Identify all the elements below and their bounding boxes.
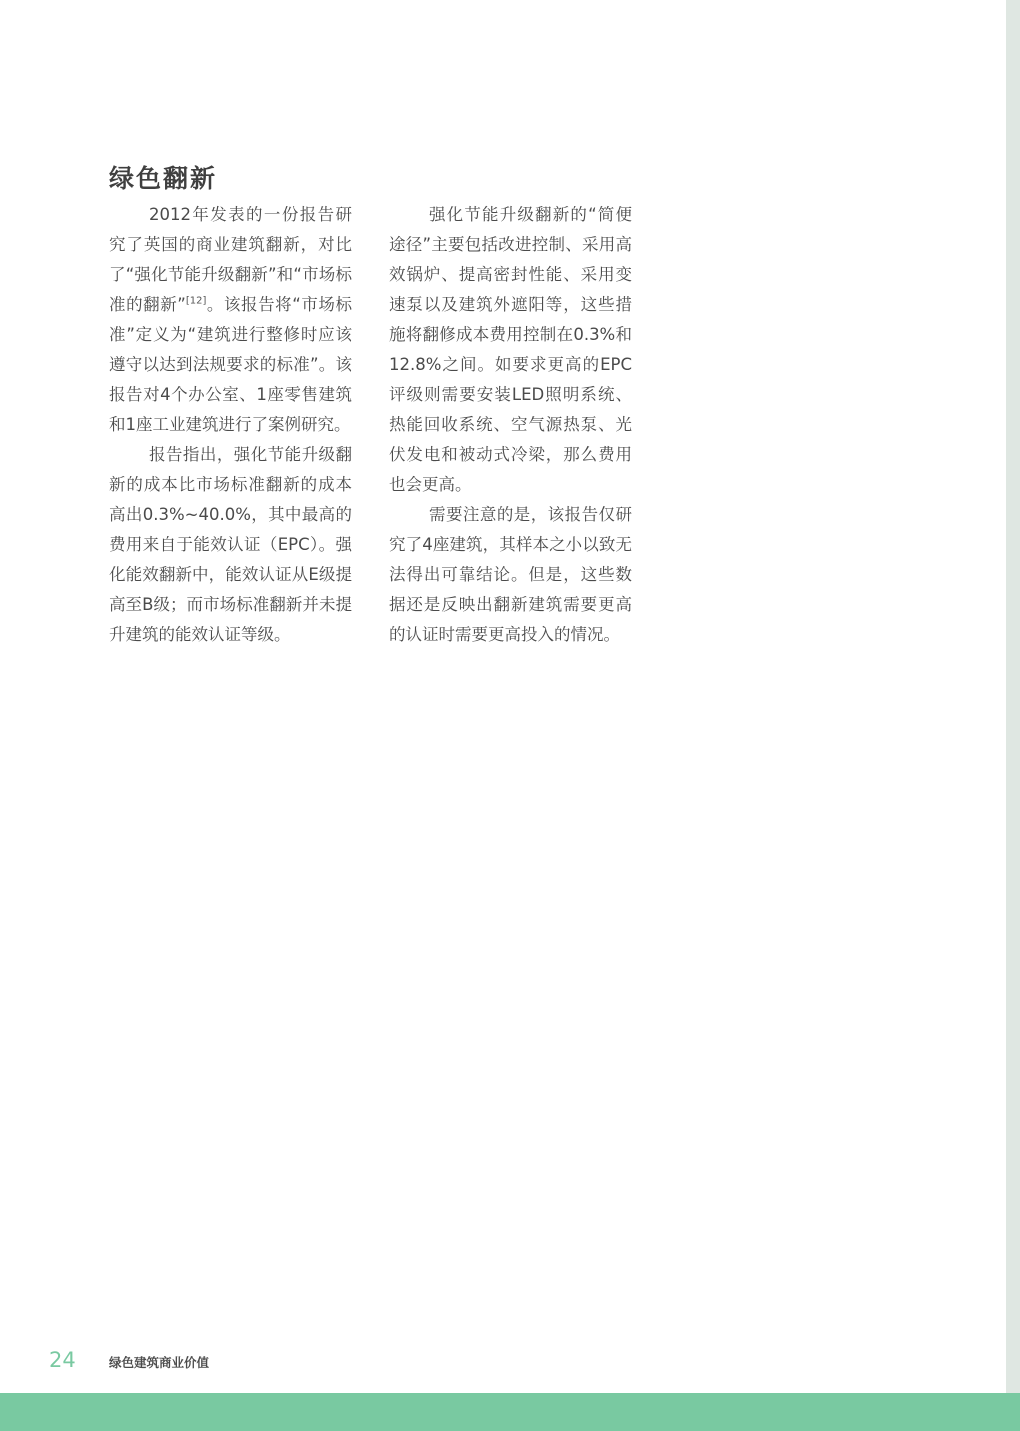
running-title: 绿色建筑商业价值: [109, 1355, 210, 1370]
left-paragraph-1-text-continued: 。该报告将“市场标准”定义为“建筑进行整修时应该遵守以达到法规要求的标准”。该报告对4个办公室、1座零售建筑和1座工业建筑进行了案例研究。: [109, 295, 352, 434]
left-paragraph-1-text: 2012年发表的一份报告研究了英国的商业建筑翻新，对比了“强化节能升级翻新”和“市场标准的翻新”: [109, 205, 352, 314]
left-paragraph-2: 报告指出，强化节能升级翻新的成本比市场标准翻新的成本高出0.3%~40.0%，其中最高的费用来自于能效认证（EPC）。强化能效翻新中，能效认证从E级提高至B级；而市场标准翻新并未提升建筑的能效认证等级。: [109, 445, 352, 644]
section-title: 绿色翻新: [109, 164, 218, 193]
footer-color-band: [0, 1393, 1020, 1431]
right-paragraph-2: 需要注意的是，该报告仅研究了4座建筑，其样本之小以致无法得出可靠结论。但是，这些数据还是反映出翻新建筑需要更高的认证时需要更高投入的情况。: [389, 505, 632, 644]
right-text-column: [389, 200, 632, 650]
left-text-column: [109, 200, 352, 650]
citation-reference: [12]: [185, 295, 207, 307]
left-paragraph-1: [109, 200, 352, 440]
right-paragraph-1: 强化节能升级翻新的“简便途径”主要包括改进控制、采用高效锅炉、提高密封性能、采用变速泵以及建筑外遮阳等，这些措施将翻修成本费用控制在0.3%和12.8%之间。如要求更高的EPC评级则需要安装LED照明系统、热能回收系统、空气源热泵、光伏发电和被动式冷梁，那么费用也会更高。: [389, 205, 632, 494]
side-stripe-decoration: [1006, 0, 1020, 1395]
page-number: 24: [49, 1348, 76, 1372]
